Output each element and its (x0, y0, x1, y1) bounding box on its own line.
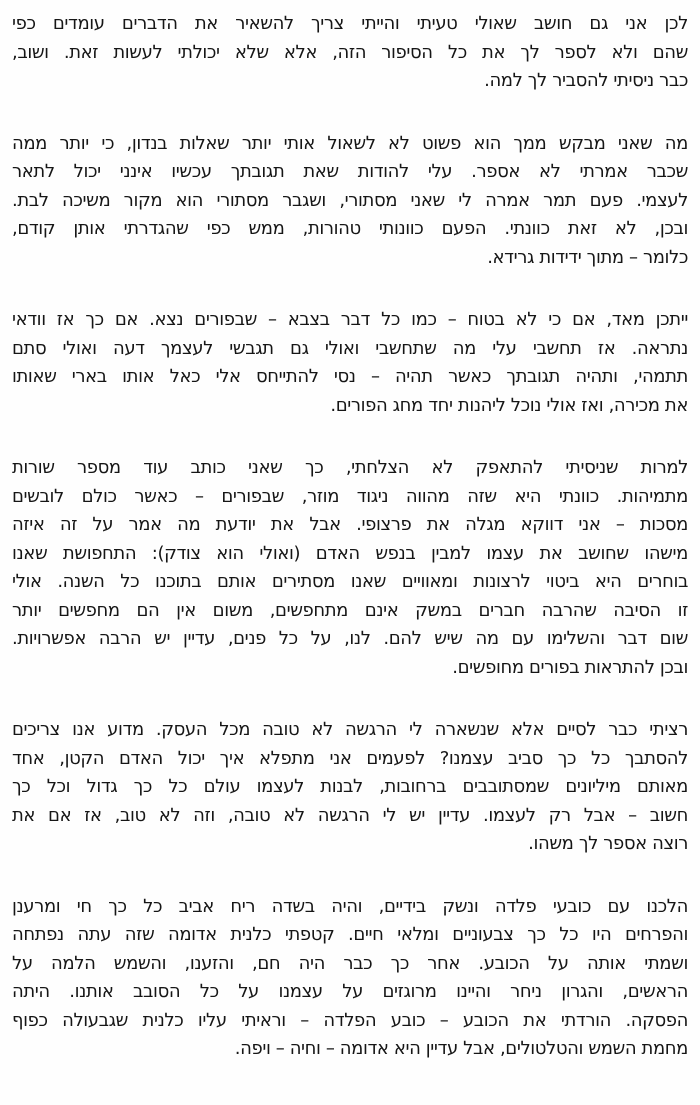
text-line: זו הסיבה שהרבה חברים במשק אינם מתחפשים, משום אין הם מחפשים יותר (12, 599, 688, 621)
text-line: כבר ניסיתי להסביר לך למה. (484, 70, 688, 91)
text-line: הלכנו עם כובעי פלדה ונשק בידיים, והיה בשדה ריח אביב כל כך חי ומרענן (12, 895, 688, 917)
text-line: מסכות – אני דווקא מגלה את פרצופי. אבל את יודעת מה אמר על זה איזה (12, 514, 688, 535)
text-line: מחמת השמש והטלטולים, אבל עדיין היא אדומה – וחיה – ויפה. (234, 1038, 688, 1059)
text-line: את מכירה, ואז אולי נוכל ליהנות יחד מחג הפורים. (330, 394, 688, 416)
text-line: כלומר – מתוך ידידות גרידא. (487, 246, 688, 268)
text-line: ושמתי אותה על הכובע. אחר כך כבר היה חם, והזענו, והשמש הלמה על (12, 952, 688, 974)
text-line: הפסקה. הורדתי את הכובע – כובע הפלדה – וראיתי עליו כלנית שגבעולה כפוף (12, 1009, 688, 1031)
paragraph-6 (12, 893, 688, 1064)
text-line: מאותם מיליונים שמסתובבים ברחובות, לבנות לעצמו עולם כל כך גדול וכל כך (12, 776, 688, 797)
paragraph-4 (12, 454, 688, 682)
text-line: והפרחים היו כל כך צבעוניים ומלאי חיים. קטפתי כלנית אדומה שזה עתה נפתחה (12, 924, 688, 945)
text-line: להסתבך כל כך סביב עצמנו? לפעמים אני מתפלא איך יכול האדם הקטן, אחד (12, 747, 688, 769)
text-line: למרות שניסיתי להתאפק לא הצלחתי, כך שאני כותב עוד מספר שורות (12, 457, 688, 478)
text-line: רציתי כבר לסיים אלא שנשארה לי הרגשה לא טובה מכל העסק. מדוע אנו צריכים (12, 719, 688, 740)
text-line: תתמהי, ותהיה תגובתך כאשר תהיה – נסי להתייחס אלי כאל אותו בארי שאותו (12, 366, 688, 387)
text-line: מתמיהות. כוונתי היא שזה מהווה ניגוד מוזר, שבפורים – כאשר כולם לובשים (12, 485, 688, 507)
text-line: בוחרים היא ביטוי לרצונות ומאוויים שאנו מסתירים אותם בתוכנו כל השנה. אולי (12, 571, 688, 592)
text-line: מה שאני מבקש ממך הוא פשוט לא לשאול אותי יותר שאלות בנדון, כי יותר ממה (12, 132, 688, 154)
paragraph-3 (12, 306, 688, 420)
text-line: שכבר אמרתי לא אספר. עלי להודות שאת תגובתך עכשיו אינני יכול לתאר (12, 161, 688, 182)
text-line: לכן אני גם חושב שאולי טעיתי והייתי צריך להשאיר את הדברים עומדים כפי (12, 13, 688, 34)
text-line: לעצמי. פעם תמר אמרה לי שאני מסתורי, ושגבר מסתורי הוא מקור משיכה לבת. (12, 189, 688, 211)
letter-body (12, 10, 688, 1064)
paragraph-1 (12, 10, 688, 96)
text-line: ייתכן מאד, אם כי לא בטוח – כמו כל דבר בצבא – שבפורים נצא. אם כך אז וודאי (12, 309, 688, 330)
text-line: חשוב – אבל רק לעצמו. עדיין יש לי הרגשה לא טובה, וזה לא טוב, אז אם את (12, 804, 688, 826)
text-line: רוצה אספר לך משהו. (528, 833, 688, 854)
text-line: נתראה. אז תחשבי עלי מה שתחשבי ואולי גם תגבשי לעצמך דעה ואולי סתם (12, 337, 688, 359)
text-line: הראשים, והגרון ניחר והיינו מרוגזים על עצמנו על כל הסובב אותנו. היתה (12, 981, 688, 1002)
text-line: ובכן, לא זאת כוונתי. הפעם כוונותי טהורות, ממש כפי שהגדרתי אותן קודם, (12, 218, 688, 239)
text-line: מישהו שחושב את עצמו למבין בנפש האדם (ואולי הוא צודק): התחפושת שאנו (12, 542, 688, 564)
paragraph-2 (12, 130, 688, 273)
paragraph-5 (12, 716, 688, 859)
text-line: שום דבר והשלימו עם מה שיש להם. לנו, על כל פנים, עדיין יש הרבה אפשרויות. (12, 628, 688, 649)
text-line: ובכן להתראות בפורים מחופשים. (452, 656, 688, 678)
text-line: שהם ולא לספר לך את כל הסיפור הזה, אלא שלא יכולתי לעשות זאת. ושוב, (12, 41, 688, 63)
